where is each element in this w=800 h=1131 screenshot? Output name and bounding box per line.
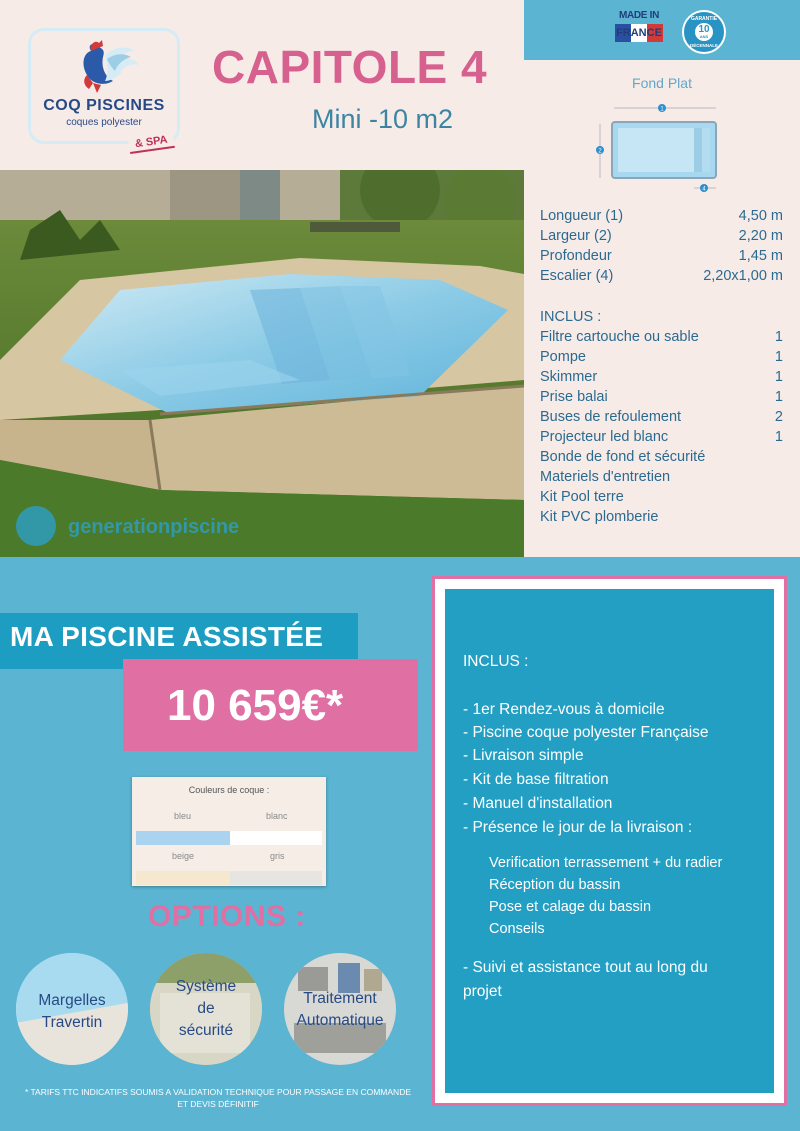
spec-row [540,208,783,224]
service-item: - Livraison simple [463,747,584,764]
product-title: CAPITOLE 4 [212,41,488,93]
pool-photo [0,170,524,557]
spec-label: Largeur (2) [540,228,612,244]
included-label: Prise balai [540,389,608,405]
included-item [540,409,783,425]
included-label: Projecteur led blanc [540,429,669,445]
marker-2: 2 [598,148,602,155]
rooster-icon [69,37,141,95]
brand-logo [28,28,180,151]
option-line: Automatique [296,1012,384,1029]
watermark-icon [16,506,56,546]
brand-name: COQ PISCINES [43,97,165,114]
garantie-number: 10 [698,24,710,35]
service-item: - Manuel d'installation [463,795,613,812]
spec-label: Profondeur [540,248,612,264]
option-label [16,990,128,1034]
offer-heading: MA PISCINE ASSISTÉE [10,621,324,652]
watermark-text: generationpiscine [68,516,240,538]
swatch-beige [136,871,230,885]
footnote-line: * TARIFS TTC INDICATIFS SOUMIS A VALIDATION TECHNIQUE POUR PASSAGE EN COMMANDE [24,1087,412,1097]
included-qty: 1 [774,389,783,405]
spec-value: 1,45 m [738,248,783,264]
spec-row [540,248,783,264]
included-label: Kit PVC plomberie [540,509,659,525]
included-label: Kit Pool terre [540,489,624,505]
included-label: Skimmer [540,369,598,385]
included-qty: 1 [774,329,783,345]
included-item [540,449,783,465]
pool-scene [0,170,524,557]
included-label: Bonde de fond et sécurité [540,449,706,465]
swatch-blanc [230,831,322,845]
included-item [540,429,783,445]
footnote [8,1086,428,1110]
included-item [540,509,783,525]
made-in-france-badge [615,10,663,54]
garantie-bottom-label: DÉCENNALE [689,43,718,48]
service-subitem: Verification terrassement + du radier [489,855,723,871]
spec-value: 2,20x1,00 m [703,268,783,284]
footnote-line: ET DEVIS DÉFINITIF [177,1099,259,1109]
price: 10 659€* [167,681,344,730]
option-line: Travertin [41,1014,103,1031]
spec-panel [524,60,800,557]
marker-4: 4 [702,186,706,193]
option-line: de [197,1000,215,1017]
services-title: INCLUS : [463,653,529,670]
option-line: Système [175,978,237,995]
included-item [540,369,783,385]
pool-diagram [594,100,730,196]
swatch-label: beige [172,851,195,861]
service-subitem: Réception du bassin [489,877,621,893]
colors-title: Couleurs de coque : [188,785,270,795]
included-item [540,389,783,405]
included-qty: 1 [774,429,783,445]
spec-label: Longueur (1) [540,208,624,224]
header-panel [0,0,524,170]
included-title: INCLUS : [540,309,602,325]
included-item [540,489,783,505]
garantie-top-label: GARANTIE [690,16,718,22]
included-item [540,469,783,485]
service-subitem: Conseils [489,921,545,937]
product-subtitle: Mini -10 m2 [312,104,454,134]
service-subitem: Pose et calage du bassin [489,899,652,915]
swatch-label: gris [270,851,285,861]
diagram-label: Fond Plat [632,75,692,91]
option-label [284,988,396,1032]
swatch-gris [230,871,322,885]
included-item [540,329,783,345]
spec-label: Escalier (4) [540,268,614,284]
service-item: - Suivi et assistance tout au long du [463,959,708,976]
france-label: FRANCE [616,27,662,39]
included-label: Pompe [540,349,586,365]
included-qty: 1 [774,349,783,365]
spec-value: 2,20 m [738,228,783,244]
included-qty: 2 [774,409,783,425]
included-label: Filtre cartouche ou sable [540,329,699,345]
color-swatch-card [132,777,326,886]
option-label [150,976,262,1042]
made-in-label: MADE IN [618,10,660,21]
garantie-decennale-badge [682,10,726,54]
services-panel [445,589,774,1093]
included-label: Buses de refoulement [540,409,682,425]
included-item [540,349,783,365]
service-item: - Présence le jour de la livraison : [463,819,693,836]
included-label: Materiels d'entretien [540,469,671,485]
service-item: - Kit de base filtration [463,771,609,788]
option-line: Margelles [38,992,106,1009]
services-box [432,576,787,1106]
options-title: OPTIONS : [148,900,306,933]
option-line: Traitement [303,990,377,1007]
option-line: sécurité [178,1022,234,1039]
marker-1: 1 [660,106,664,113]
brand-suffix: & SPA [128,132,175,154]
service-item: - Piscine coque polyester Française [463,724,709,741]
included-qty: 1 [774,369,783,385]
service-item: - 1er Rendez-vous à domicile [463,701,665,718]
garantie-unit: ANS [699,34,709,39]
spec-row [540,228,783,244]
price-box [123,659,418,751]
swatch-label: bleu [174,811,192,821]
spec-value: 4,50 m [738,208,783,224]
spec-row [540,268,783,284]
brand-tagline: coques polyester [66,117,142,128]
swatch-label: blanc [266,811,288,821]
service-item: projet [463,983,502,1000]
swatch-bleu [136,831,230,845]
